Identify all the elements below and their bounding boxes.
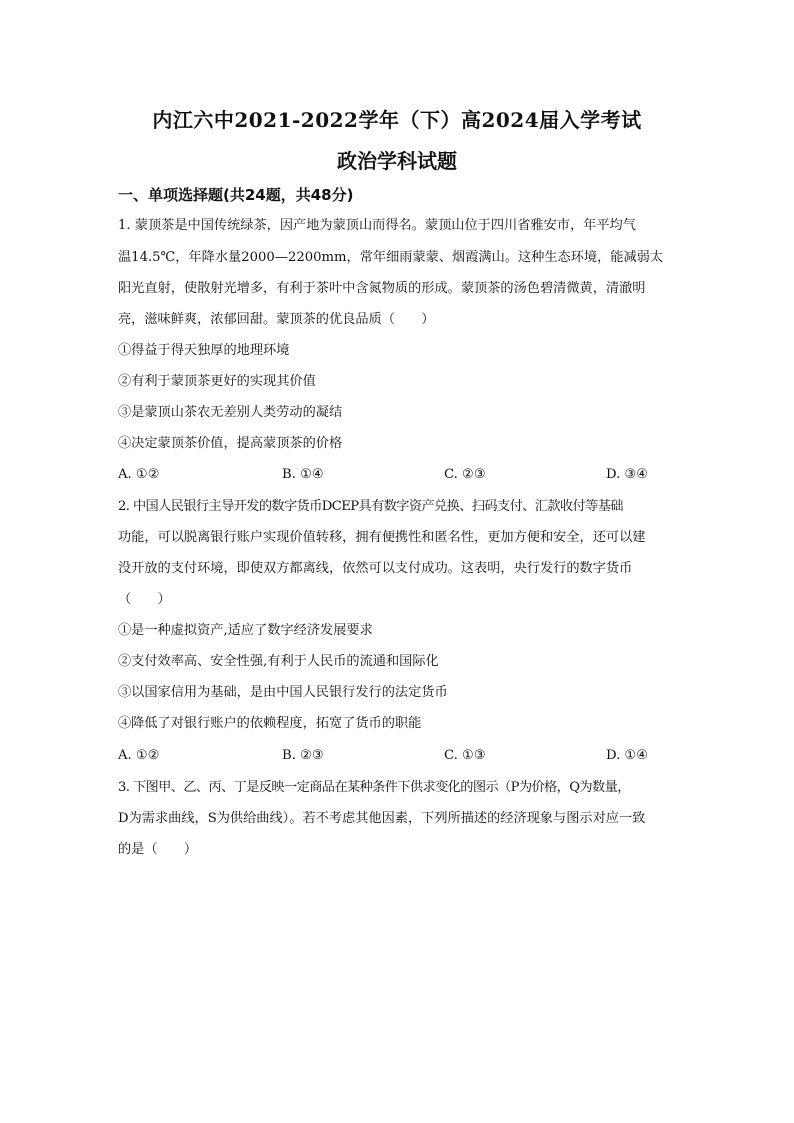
q3-stem-line: 的是（ ） — [118, 842, 198, 857]
q1-statement: ②有利于蒙顶茶更好的实现其价值 — [118, 374, 316, 389]
q2-option-d: D. ①④ — [606, 748, 649, 763]
q2-option-b: B. ②③ — [282, 748, 324, 763]
q1-option-d: D. ③④ — [606, 467, 649, 482]
q1-stem-line: 阳光直射，使散射光增多，有利于茶叶中含氮物质的形成。蒙顶茶的汤色碧清微黄，清澈明 — [118, 281, 646, 296]
q2-stem-line: 2. 中国人民银行主导开发的数字货币DCEP具有数字资产兑换、扫码支付、汇款收付等基础 — [118, 499, 623, 514]
q2-stem-line: （ ） — [118, 592, 171, 607]
section-heading: 一、单项选择题(共24题，共48分) — [118, 186, 354, 204]
q1-stem-line: 1. 蒙顶茶是中国传统绿茶，因产地为蒙顶山而得名。蒙顶山位于四川省雅安市，年平均气 — [118, 218, 636, 233]
q2-stem-line: 功能，可以脱离银行账户实现价值转移，拥有便携性和匿名性，更加方便和安全，还可以建 — [118, 530, 646, 545]
q2-statement: ②支付效率高、安全性强,有利于人民币的流通和国际化 — [118, 654, 439, 669]
exam-subtitle: 政治学科试题 — [337, 149, 457, 173]
q1-statement: ①得益于得天独厚的地理环境 — [118, 343, 290, 358]
q2-stem-line: 没开放的支付环境，即使双方都离线，依然可以支付成功。这表明，央行发行的数字货币 — [118, 561, 633, 576]
exam-title: 内江六中2021-2022学年（下）高2024届入学考试 — [152, 108, 642, 132]
q2-statement: ①是一种虚拟资产,适应了数字经济发展要求 — [118, 623, 373, 638]
q1-statement: ③是蒙顶山茶农无差别人类劳动的凝结 — [118, 405, 343, 420]
q1-statement: ④决定蒙顶茶价值，提高蒙顶茶的价格 — [118, 436, 343, 451]
q1-option-b: B. ①④ — [282, 467, 324, 482]
q3-stem-line: D为需求曲线，S为供给曲线）。若不考虑其他因素，下列所描述的经济现象与图示对应一致 — [118, 811, 646, 826]
q2-option-a: A. ①② — [118, 748, 160, 763]
q2-statement: ③以国家信用为基础，是由中国人民银行发行的法定货币 — [118, 685, 448, 700]
q1-option-c: C. ②③ — [444, 467, 486, 482]
q2-option-c: C. ①③ — [444, 748, 486, 763]
q2-statement: ④降低了对银行账户的依赖程度，拓宽了货币的职能 — [118, 716, 422, 731]
q1-stem-line: 亮，滋味鲜爽，浓郁回甜。蒙顶茶的优良品质（ ） — [118, 312, 435, 327]
q1-option-a: A. ①② — [118, 467, 160, 482]
q1-stem-line: 温14.5℃，年降水量2000—2200mm，常年细雨蒙蒙、烟霞满山。这种生态环境，能减弱太 — [118, 250, 664, 265]
q3-stem-line: 3. 下图甲、乙、丙、丁是反映一定商品在某种条件下供求变化的图示（P为价格，Q为数量， — [118, 780, 630, 795]
